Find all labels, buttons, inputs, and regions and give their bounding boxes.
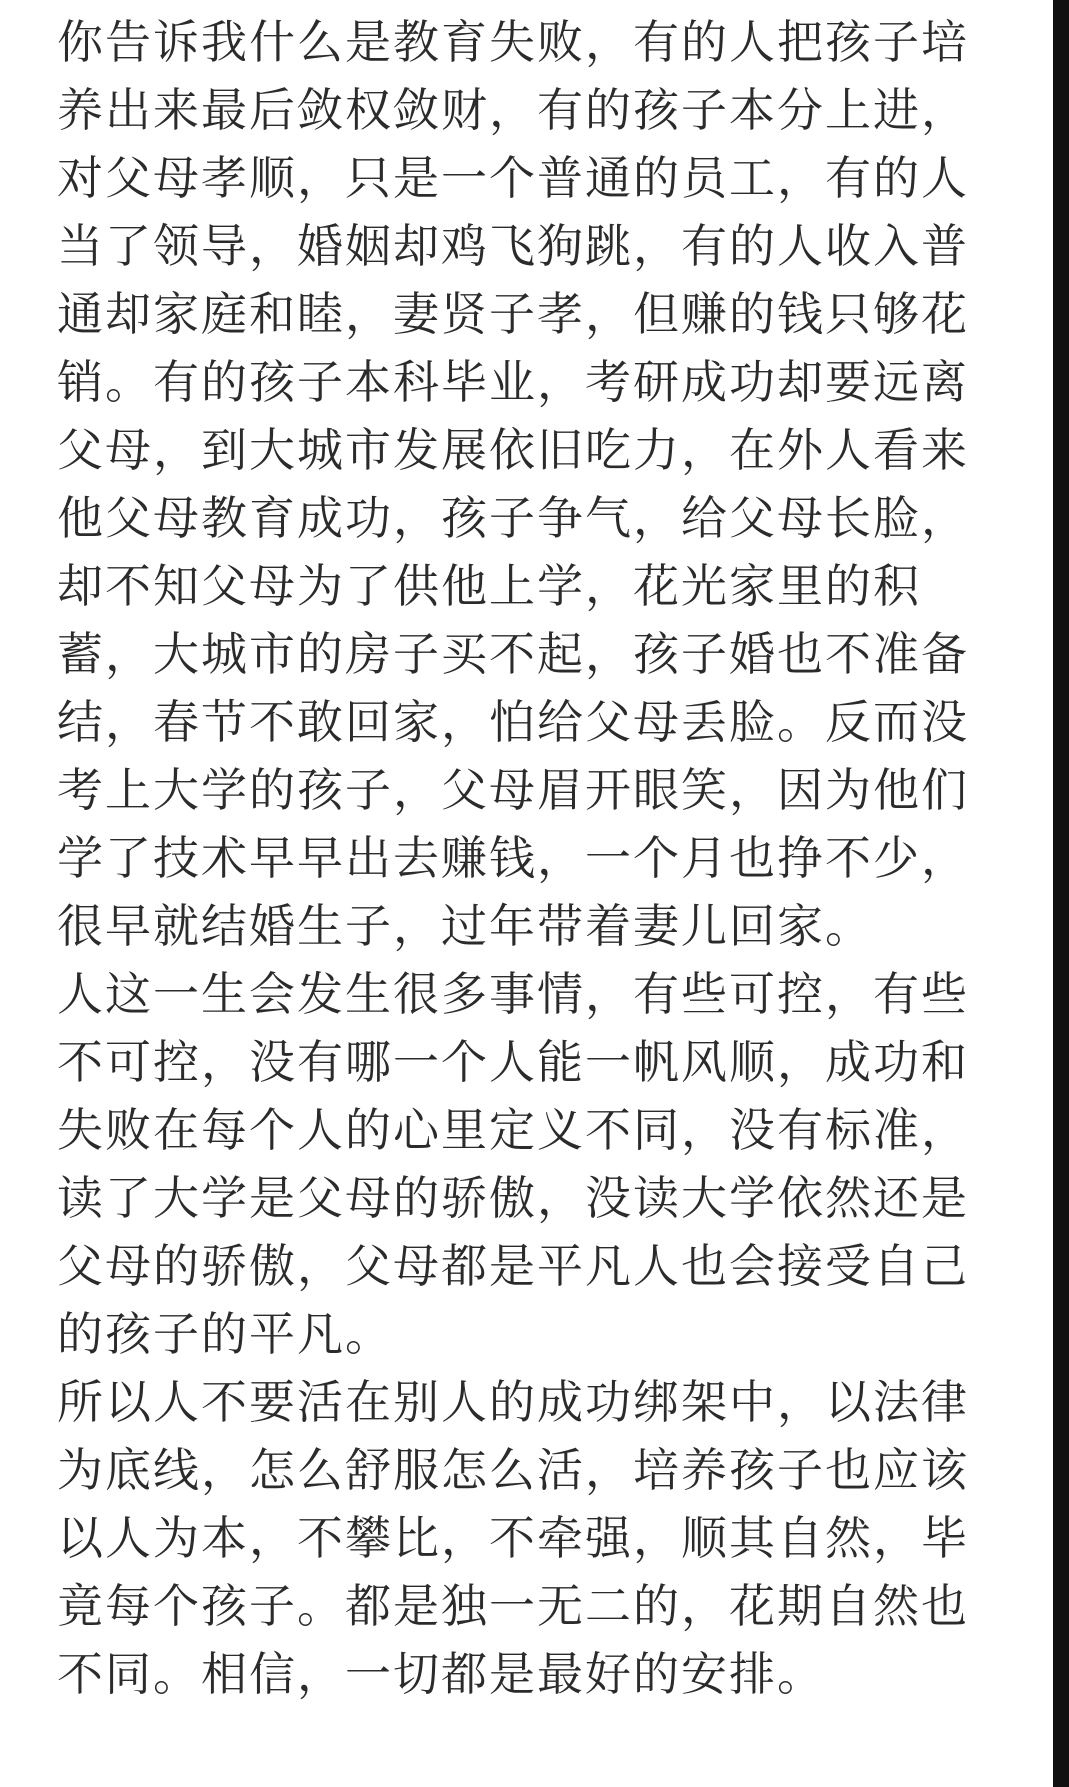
text-line: 养出来最后敛权敛财，有的孩子本分上进， <box>57 83 969 137</box>
text-line: 当了领导，婚姻却鸡飞狗跳，有的人收入普 <box>57 219 969 273</box>
text-line: 失败在每个人的心里定义不同，没有标准， <box>57 1103 969 1157</box>
text-line: 销。有的孩子本科毕业，考研成功却要远离 <box>57 355 969 409</box>
text-line: 不可控，没有哪一个人能一帆风顺，成功和 <box>57 1035 969 1089</box>
text-line: 父母，到大城市发展依旧吃力，在外人看来 <box>57 423 969 477</box>
text-line: 却不知父母为了供他上学，花光家里的积 <box>57 559 921 613</box>
text-line: 父母的骄傲，父母都是平凡人也会接受自己 <box>57 1239 969 1293</box>
article-text <box>0 8 1069 1708</box>
text-line: 结，春节不敢回家，怕给父母丢脸。反而没 <box>57 695 969 749</box>
text-line: 考上大学的孩子，父母眉开眼笑，因为他们 <box>57 763 969 817</box>
text-line: 学了技术早早出去赚钱，一个月也挣不少， <box>57 831 969 885</box>
text-line: 不同。相信，一切都是最好的安排。 <box>57 1647 825 1701</box>
paragraph <box>0 960 1069 1368</box>
paragraph <box>0 1368 1069 1708</box>
text-line: 很早就结婚生子，过年带着妻儿回家。 <box>57 899 873 953</box>
text-line: 你告诉我什么是教育失败，有的人把孩子培 <box>57 15 969 69</box>
text-line: 竟每个孩子。都是独一无二的，花期自然也 <box>57 1579 969 1633</box>
text-line: 人这一生会发生很多事情，有些可控，有些 <box>57 967 969 1021</box>
text-line: 蓄，大城市的房子买不起，孩子婚也不准备 <box>57 627 969 681</box>
right-edge-divider <box>1053 0 1069 1787</box>
text-line: 他父母教育成功，孩子争气，给父母长脸， <box>57 491 969 545</box>
text-line: 读了大学是父母的骄傲，没读大学依然还是 <box>57 1171 969 1225</box>
text-line: 通却家庭和睦，妻贤子孝，但赚的钱只够花 <box>57 287 969 341</box>
text-line: 对父母孝顺，只是一个普通的员工，有的人 <box>57 151 969 205</box>
text-line: 所以人不要活在别人的成功绑架中，以法律 <box>57 1375 969 1429</box>
paragraph <box>0 8 1069 960</box>
text-line: 为底线，怎么舒服怎么活，培养孩子也应该 <box>57 1443 969 1497</box>
text-line: 以人为本，不攀比，不牵强，顺其自然，毕 <box>57 1511 969 1565</box>
text-line: 的孩子的平凡。 <box>57 1307 393 1361</box>
